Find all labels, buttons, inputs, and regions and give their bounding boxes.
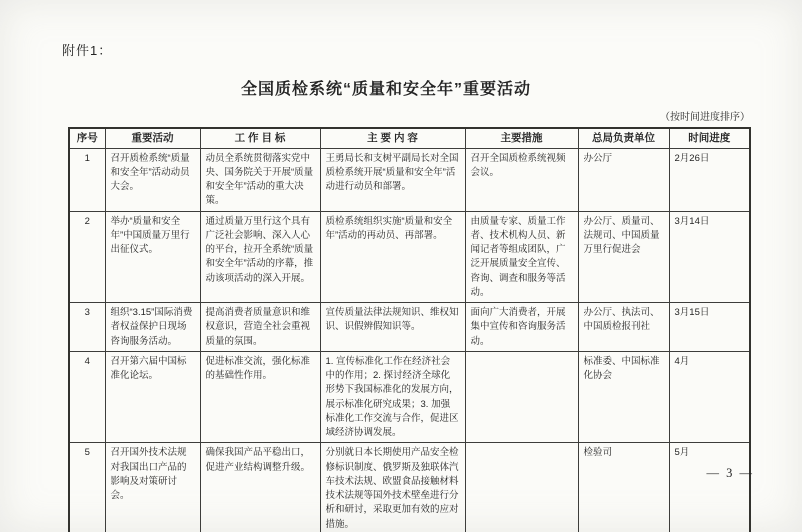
cell-goal: 提高消费者质量意识和维权意识，营造全社会重视质量的氛围。 xyxy=(200,303,320,352)
cell-row-number: 4 xyxy=(69,351,105,443)
cell-activity: 召开第六届中国标准化论坛。 xyxy=(105,351,200,443)
activities-table xyxy=(68,127,751,532)
cell-activity: 举办“质量和安全年”中国质量万里行出征仪式。 xyxy=(105,211,200,303)
cell-content: 质检系统组织实施“质量和安全年”活动的再动员、再部署。 xyxy=(320,211,465,303)
cell-measures: 面向广大消费者，开展集中宣传和咨询服务活动。 xyxy=(465,303,578,352)
table-row xyxy=(69,211,750,303)
cell-unit: 办公厅 xyxy=(578,148,669,211)
cell-content: 宣传质量法律法规知识、维权知识、识假辨假知识等。 xyxy=(320,303,465,352)
cell-measures xyxy=(465,351,578,443)
cell-row-number: 1 xyxy=(69,148,105,211)
table-header-row xyxy=(69,128,750,148)
cell-measures: 召开全国质检系统视频会议。 xyxy=(465,148,578,211)
cell-unit: 检验司 xyxy=(578,443,669,532)
table-row xyxy=(69,351,750,443)
cell-unit: 办公厅、执法司、中国质检报刊社 xyxy=(578,303,669,352)
cell-measures: 由质量专家、质量工作者、技术机构人员、新闻记者等组成团队，广泛开展质量安全宣传、咨询、调查和服务等活动。 xyxy=(465,211,578,303)
col-header-no: 序号 xyxy=(69,128,105,148)
cell-schedule: 5月 xyxy=(669,443,750,532)
cell-row-number: 2 xyxy=(69,211,105,303)
page-number: — 3 — xyxy=(706,466,754,480)
table-row xyxy=(69,443,750,532)
col-header-goal: 工 作 目 标 xyxy=(200,128,320,148)
col-header-measures: 主要措施 xyxy=(465,128,578,148)
attachment-label: 附件1： xyxy=(62,43,113,58)
cell-content: 1. 宣传标准化工作在经济社会中的作用；2. 探讨经济全球化形势下我国标准化的发展方向，展示标准化研究成果；3. 加强标准化工作交流与合作，促进区域经济协调发展。 xyxy=(320,351,465,443)
cell-goal: 动员全系统贯彻落实党中央、国务院关于开展“质量和安全年”活动的重大决策。 xyxy=(200,148,320,211)
cell-row-number: 5 xyxy=(69,443,105,532)
cell-schedule: 2月26日 xyxy=(669,148,750,211)
col-header-unit: 总局负责单位 xyxy=(578,128,669,148)
cell-content: 分别就日本长期使用产品安全检修标识制度、俄罗斯及独联体汽车技术法规、欧盟食品接触材料技术法规等国外技术壁垒进行分析和研讨，采取更加有效的应对措施。 xyxy=(320,443,465,532)
cell-goal: 促进标准交流，强化标准的基础性作用。 xyxy=(200,351,320,443)
cell-activity: 召开国外技术法规对我国出口产品的影响及对策研讨会。 xyxy=(105,443,200,532)
cell-unit: 办公厅、质量司、法规司、中国质量万里行促进会 xyxy=(578,211,669,303)
cell-unit: 标准委、中国标准化协会 xyxy=(578,351,669,443)
col-header-content: 主 要 内 容 xyxy=(320,128,465,148)
cell-activity: 组织“3.15”国际消费者权益保护日现场咨询服务活动。 xyxy=(105,303,200,352)
cell-activity: 召开质检系统“质量和安全年”活动动员大会。 xyxy=(105,148,200,211)
col-header-activity: 重要活动 xyxy=(105,128,200,148)
table-row xyxy=(69,148,750,211)
cell-content: 王勇局长和支树平副局长对全国质检系统开展“质量和安全年”活动进行动员和部署。 xyxy=(320,148,465,211)
cell-row-number: 3 xyxy=(69,303,105,352)
cell-schedule: 3月14日 xyxy=(669,211,750,303)
sort-order-note: （按时间进度排序） xyxy=(660,112,750,123)
cell-goal: 确保我国产品平稳出口，促进产业结构调整升级。 xyxy=(200,443,320,532)
cell-schedule: 4月 xyxy=(669,351,750,443)
table-row xyxy=(69,303,750,352)
cell-schedule: 3月15日 xyxy=(669,303,750,352)
cell-measures xyxy=(465,443,578,532)
page-title: 全国质检系统“质量和安全年”重要活动 xyxy=(240,81,531,98)
col-header-schedule: 时间进度 xyxy=(669,128,750,148)
cell-goal: 通过质量万里行这个具有广泛社会影响、深入人心的平台，拉开全系统“质量和安全年”活动的序幕，推动该项活动的深入开展。 xyxy=(200,211,320,303)
